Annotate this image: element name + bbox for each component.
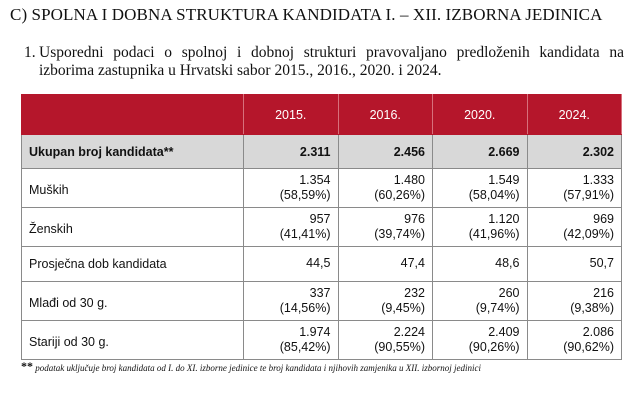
caption-number: 1. xyxy=(24,44,36,61)
row-label: Ženskih xyxy=(22,208,244,247)
data-cell xyxy=(527,208,622,247)
cell-percent: (60,26%) xyxy=(374,188,425,202)
data-cell xyxy=(244,321,339,360)
total-row xyxy=(22,135,622,169)
cell-value: 2.086 xyxy=(582,324,614,339)
cell-value: 1.120 xyxy=(488,211,520,226)
cell-value: 1.480 xyxy=(393,172,425,187)
cell-percent: (90,62%) xyxy=(563,340,614,354)
cell-percent: (39,74%) xyxy=(374,227,425,241)
data-cell xyxy=(338,169,433,208)
table-caption xyxy=(24,44,624,80)
table-row-male xyxy=(22,169,622,208)
caption-line-1: Usporedni podaci o spolnoj i dobnoj strukturi pravovaljano predloženih kandidata na xyxy=(39,44,624,61)
table-row-average-age xyxy=(22,247,622,282)
cell-value: 44,5 xyxy=(306,256,331,271)
cell-value: 47,4 xyxy=(400,256,425,271)
header-year-2016: 2016. xyxy=(338,95,433,135)
caption-line-2: izborima zastupnika u Hrvatski sabor 2015., 2016., 2020. i 2024. xyxy=(39,62,442,79)
cell-value: 1.549 xyxy=(488,172,520,187)
cell-percent: (9,74%) xyxy=(475,301,520,315)
cell-value: 976 xyxy=(404,211,425,226)
cell-percent: (9,45%) xyxy=(381,301,425,315)
cell-percent: (14,56%) xyxy=(279,301,331,315)
data-cell xyxy=(338,321,433,360)
row-label: Prosječna dob kandidata xyxy=(22,247,244,282)
table-header-row xyxy=(22,95,622,135)
data-cell xyxy=(433,169,528,208)
footnote-marker: ** xyxy=(21,359,33,373)
cell-percent: (9,38%) xyxy=(570,301,614,315)
cell-value: 957 xyxy=(309,211,331,226)
data-cell xyxy=(433,247,528,282)
cell-value: 216 xyxy=(593,285,614,300)
cell-percent: (42,09%) xyxy=(563,227,614,241)
total-value: 2.456 xyxy=(338,135,433,169)
data-cell xyxy=(527,282,622,321)
cell-value: 48,6 xyxy=(495,256,520,271)
cell-value: 1.974 xyxy=(299,324,331,339)
data-cell xyxy=(527,169,622,208)
total-label: Ukupan broj kandidata** xyxy=(22,135,244,169)
candidate-structure-table xyxy=(21,94,622,360)
total-value: 2.302 xyxy=(527,135,622,169)
data-cell xyxy=(433,208,528,247)
footnote-text: podatak uključuje broj kandidata od I. do XI. izborne jedinice te broj kandidata i njihovih zamjenika u XII. izbornoj jedinici xyxy=(35,363,482,373)
section-heading: C) SPOLNA I DOBNA STRUKTURA KANDIDATA I. – XII. IZBORNA JEDINICA xyxy=(10,5,603,24)
cell-percent: (90,55%) xyxy=(374,340,425,354)
cell-percent: (58,59%) xyxy=(279,188,331,202)
cell-percent: (85,42%) xyxy=(279,340,331,354)
header-year-2020: 2020. xyxy=(433,95,528,135)
header-year-2024: 2024. xyxy=(527,95,622,135)
row-label: Stariji od 30 g. xyxy=(22,321,244,360)
data-cell xyxy=(338,247,433,282)
cell-percent: (90,26%) xyxy=(468,340,520,354)
cell-value: 1.333 xyxy=(582,172,614,187)
data-cell xyxy=(433,282,528,321)
cell-percent: (41,96%) xyxy=(468,227,520,241)
table-row-younger-30 xyxy=(22,282,622,321)
data-cell xyxy=(244,169,339,208)
row-label: Mlađi od 30 g. xyxy=(22,282,244,321)
cell-value: 2.224 xyxy=(393,324,425,339)
data-cell xyxy=(433,321,528,360)
cell-value: 337 xyxy=(309,285,331,300)
total-value: 2.311 xyxy=(244,135,339,169)
footnote xyxy=(21,359,481,374)
row-label: Muških xyxy=(22,169,244,208)
cell-percent: (41,41%) xyxy=(279,227,331,241)
data-cell xyxy=(338,208,433,247)
cell-value: 2.409 xyxy=(488,324,520,339)
table-row-older-30 xyxy=(22,321,622,360)
data-cell xyxy=(527,247,622,282)
cell-value: 232 xyxy=(404,285,425,300)
data-cell xyxy=(527,321,622,360)
cell-value: 1.354 xyxy=(299,172,331,187)
data-cell xyxy=(244,282,339,321)
header-year-2015: 2015. xyxy=(244,95,339,135)
total-value: 2.669 xyxy=(433,135,528,169)
data-cell xyxy=(244,247,339,282)
table-row-female xyxy=(22,208,622,247)
data-cell xyxy=(244,208,339,247)
header-cell-empty xyxy=(22,95,244,135)
cell-percent: (57,91%) xyxy=(563,188,614,202)
cell-value: 260 xyxy=(498,285,520,300)
cell-value: 969 xyxy=(593,211,614,226)
cell-value: 50,7 xyxy=(589,256,614,271)
cell-percent: (58,04%) xyxy=(468,188,520,202)
data-cell xyxy=(338,282,433,321)
